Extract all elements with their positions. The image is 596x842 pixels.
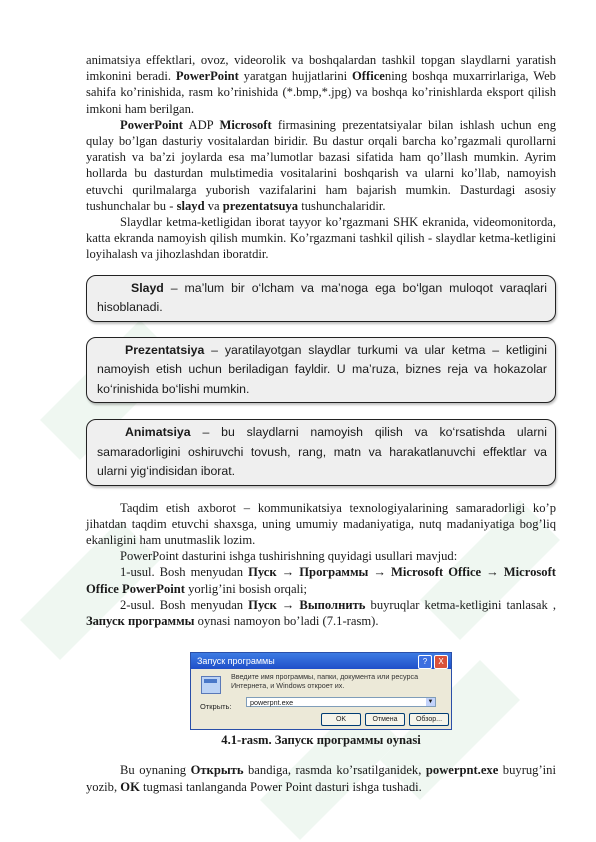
run-program-icon bbox=[201, 676, 221, 694]
definition-box-animatsiya: Animatsiya – bu slaydlarni namoyish qilish va ko‘rsatishda ularni samaradorligini oshiruvchi tovush, rang, matn va harakatlanuvchi effektlar va ularni yig‘indisidan iborat. bbox=[86, 419, 556, 486]
paragraph-3: Slaydlar ketma-ketligidan iborat tayyor ko’rgazmani SHK ekranida, videomonitorda, katta ekranda namoyish qilish mumkin. Ko’rgazmani tashkil qilish - slaydlar ketma-ketligini loyihalash va jihozlashdan iboratdir. bbox=[86, 215, 556, 262]
cancel-button[interactable]: Отмена bbox=[365, 713, 405, 726]
ok-button[interactable]: OK bbox=[321, 713, 361, 726]
open-input[interactable] bbox=[246, 697, 436, 707]
close-icon[interactable]: X bbox=[434, 655, 448, 669]
browse-button[interactable]: Обзор... bbox=[409, 713, 449, 726]
open-label: Открыть: bbox=[200, 702, 232, 712]
figure-caption: 4.1-rasm. Запуск программы oynasi bbox=[221, 733, 421, 748]
dialog-title-bar bbox=[191, 653, 451, 669]
figure bbox=[86, 652, 556, 730]
paragraph-2: PowerPoint ADP Microsoft firmasining prezentatsiyalar bilan ishlash uchun eng qulay bo’lgan dasturiy vositalardan biridir. Bu dastur orqali barcha ko’rgazmali qurollarni yaratish va ba’zi joylarda esa ma’lumotlar bazasi sifatida ham qo’llash mumkin. Ayrim hollarda bu dasturdan mulьtimedia vositalarini boshqarish va ularni ko’llab, namoyish etuvchi qurilmalarga yuborish vazifalarini ham bajarish mumkin. Dasturdagi asosiy tushunchalar bu - slayd va prezentatsuya tushunchalaridir. bbox=[86, 117, 556, 213]
dialog-actions bbox=[321, 713, 449, 726]
run-dialog bbox=[190, 652, 452, 730]
dialog-title: Запуск программы bbox=[197, 656, 275, 667]
help-icon[interactable]: ? bbox=[418, 655, 432, 669]
open-input-value: powerpnt.exe bbox=[250, 698, 294, 708]
definition-box-slayd: Slayd – ma’lum bir o‘lcham va ma’noga ega bo‘lgan muloqot varaqlari hisoblanadi. bbox=[86, 275, 556, 322]
paragraph-6: 1-usul. Bosh menyudan Пуск → Программы → Microsoft Office → Microsoft Office PowerPoint yorlig’ini bosish orqali; bbox=[86, 565, 556, 596]
paragraph-7: 2-usul. Bosh menyudan Пуск → Выполнить buyruqlar ketma-ketligini tanlasak , Запуск программы oynasi namoyon bo’ladi (7.1-rasm). bbox=[86, 597, 556, 629]
paragraph-5: PowerPoint dasturini ishga tushirishning quyidagi usullari mavjud: bbox=[120, 549, 458, 564]
definition-box-prezentatsiya: Prezentatsiya – yaratilayotgan slaydlar turkumi va ular ketma – ketligini namoyish etish uchun beriladigan fayldir. U ma’ruza, biznes reja va hokazolar ko‘rinishida bo‘lishi mumkin. bbox=[86, 337, 556, 404]
dialog-description: Введите имя программы, папки, документа или ресурса Интернета, и Windows откроет их. bbox=[231, 672, 419, 690]
paragraph-1: animatsiya effektlari, ovoz, videorolik va boshqalardan tashkil topgan slaydlarni yaratish imkonini beradi. PowerPoint yaratgan hujjatlarini Officening boshqa muxarrirlariga, Web sahifa ko’rinishida, rasm ko’rinishida (*.bmp,*.jpg) va boshqa ko’rinishlarda eksport qilish imkoni ham berilgan. bbox=[86, 53, 556, 116]
chevron-down-icon[interactable]: ▼ bbox=[427, 699, 434, 706]
paragraph-4: Taqdim etish axborot – kommunikatsiya texnologiyalarining samaradorligi ko’p jihatdan taqdim etuvchi shaxsga, uning umumiy madaniyatiga, nutq madaniyatiga bog’liq ekanligini ham unutmaslik lozim. bbox=[86, 500, 556, 548]
title-bar-buttons bbox=[418, 655, 448, 669]
paragraph-8: Bu oynaning Открыть bandiga, rasmda ko’rsatilganidek, powerpnt.exe buyrug’ini yozib, OK tugmasi tanlanganda Power Point dasturi ishga tushadi. bbox=[86, 763, 556, 794]
document-page bbox=[86, 52, 556, 795]
